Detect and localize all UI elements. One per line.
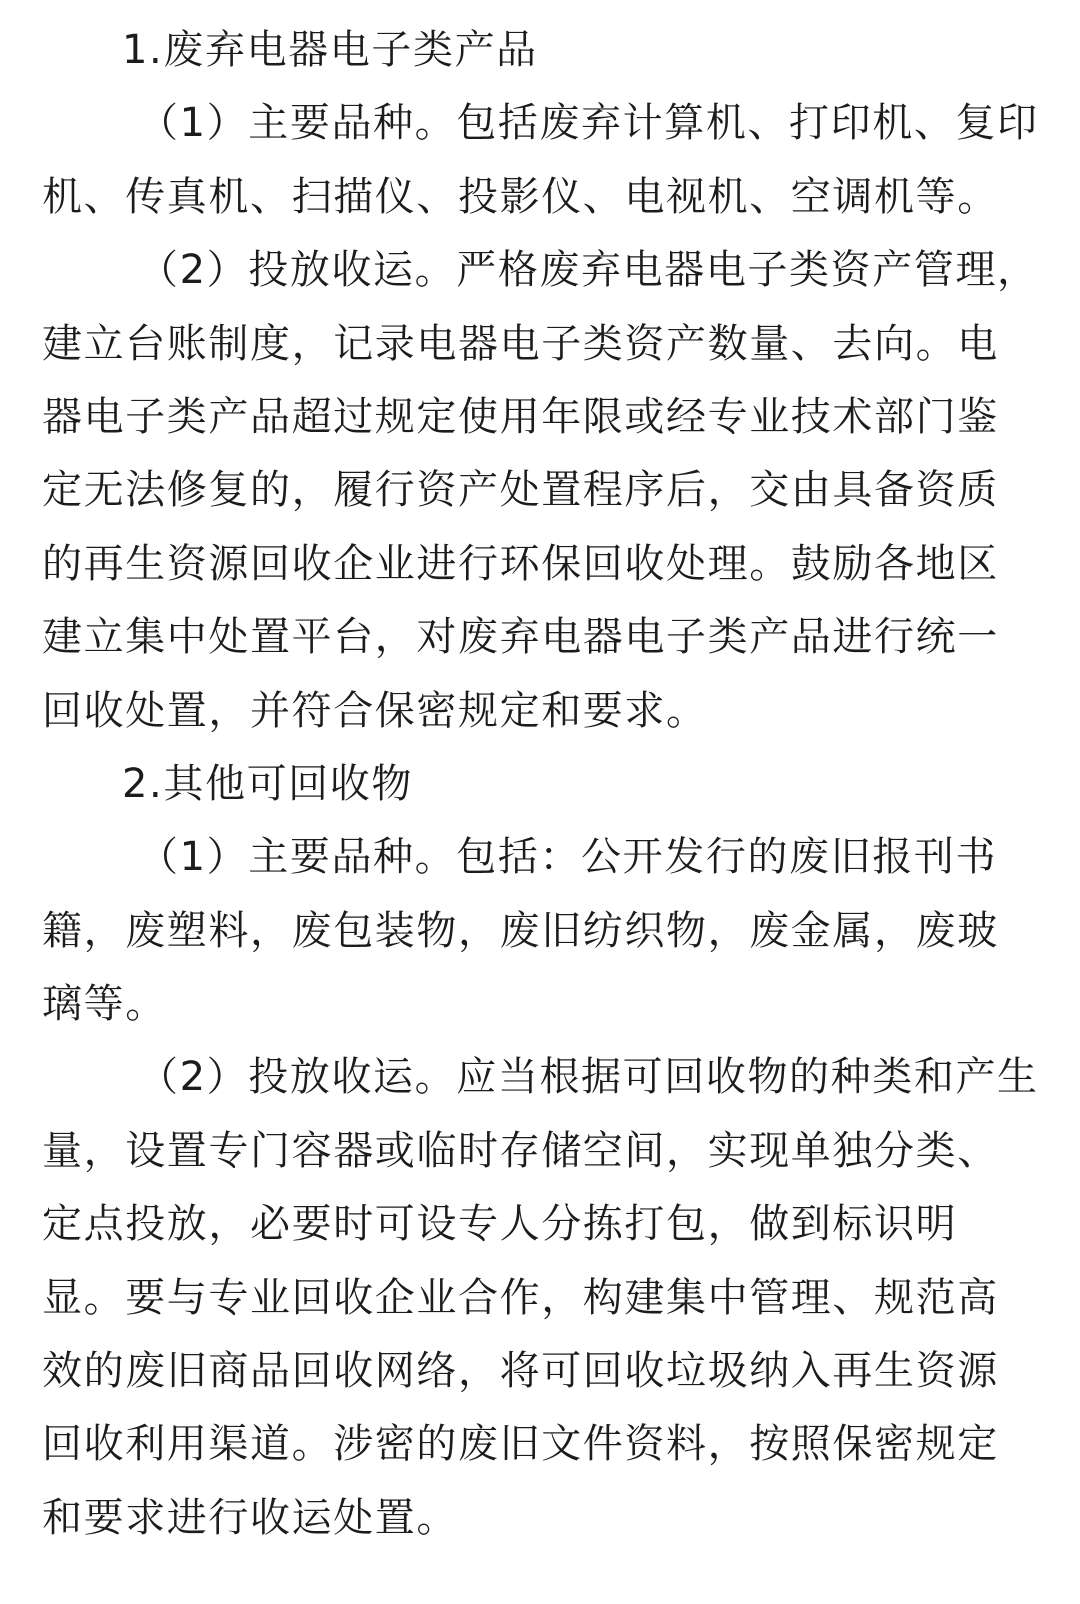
paragraph-line: 建立集中处置平台，对废弃电器电子类产品进行统一 <box>42 614 999 661</box>
paragraph-line: 回收利用渠道。涉密的废旧文件资料，按照保密规定 <box>42 1421 999 1468</box>
paragraph-line: （2）投放收运。严格废弃电器电子类资产管理， <box>138 247 1039 294</box>
paragraph-line: 器电子类产品超过规定使用年限或经专业技术部门鉴 <box>42 393 999 440</box>
paragraph-line: （1）主要品种。包括废弃计算机、打印机、复印 <box>138 100 1039 147</box>
paragraph-line: （2）投放收运。应当根据可回收物的种类和产生 <box>138 1054 1039 1101</box>
paragraph-line: 量，设置专门容器或临时存储空间，实现单独分类、 <box>42 1127 999 1174</box>
paragraph-line: 籍，废塑料，废包装物，废旧纺织物，废金属，废玻 <box>42 907 999 954</box>
paragraph-line: 的再生资源回收企业进行环保回收处理。鼓励各地区 <box>42 540 999 587</box>
section-heading: 2.其他可回收物 <box>122 760 413 807</box>
paragraph-line: 效的废旧商品回收网络，将可回收垃圾纳入再生资源 <box>42 1348 999 1395</box>
paragraph-line: 和要求进行收运处置。 <box>42 1494 458 1541</box>
paragraph-line: 显。要与专业回收企业合作，构建集中管理、规范高 <box>42 1274 999 1321</box>
paragraph-line: 璃等。 <box>42 981 167 1028</box>
paragraph-line: 定点投放，必要时可设专人分拣打包，做到标识明 <box>42 1201 958 1248</box>
paragraph-line: 回收处置，并符合保密规定和要求。 <box>42 687 708 734</box>
section-heading: 1.废弃电器电子类产品 <box>122 27 538 73</box>
paragraph-line: 定无法修复的，履行资产处置程序后，交由具备资质 <box>42 467 999 514</box>
paragraph-line: （1）主要品种。包括：公开发行的废旧报刊书 <box>138 834 998 881</box>
paragraph-line: 建立台账制度，记录电器电子类资产数量、去向。电 <box>42 320 999 367</box>
paragraph-line: 机、传真机、扫描仪、投影仪、电视机、空调机等。 <box>42 173 999 220</box>
